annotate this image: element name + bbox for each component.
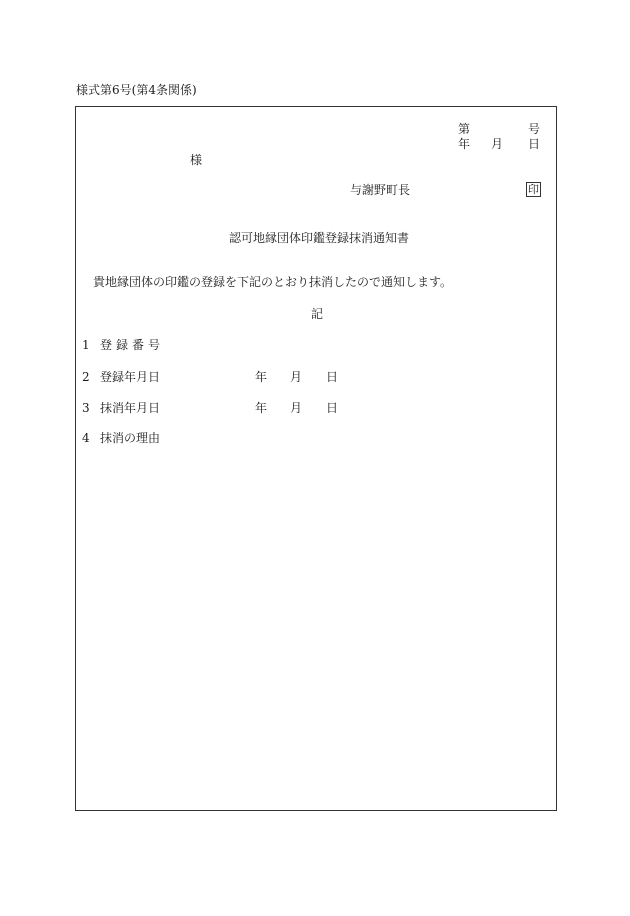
document-frame <box>75 106 557 811</box>
registration-date-day: 日 <box>326 370 339 384</box>
sender-name: 与謝野町長 <box>350 183 411 197</box>
document-number-suffix: 号 <box>528 122 541 136</box>
item-label-registration-date: 登録年月日 <box>100 370 161 384</box>
item-label-cancellation-reason: 抹消の理由 <box>100 431 161 445</box>
seal-mark: 印 <box>528 183 539 196</box>
issue-date-year: 年 <box>458 137 471 151</box>
item-number: 1 <box>82 338 90 352</box>
document-title: 認可地縁団体印鑑登録抹消通知書 <box>229 231 410 245</box>
addressee-honorific: 様 <box>190 153 203 167</box>
item-number: 4 <box>82 431 90 445</box>
item-label-cancellation-date: 抹消年月日 <box>100 401 161 415</box>
document-number-prefix: 第 <box>458 122 471 136</box>
item-number: 3 <box>82 401 90 415</box>
body-text: 貴地縁団体の印鑑の登録を下記のとおり抹消したので通知します。 <box>93 275 453 289</box>
item-label-registration-number: 登録番号 <box>100 338 165 352</box>
registration-date-year: 年 <box>255 370 268 384</box>
ki-heading: 記 <box>311 307 324 321</box>
form-number-label: 様式第6号(第4条関係) <box>76 83 197 97</box>
cancellation-date-month: 月 <box>290 401 303 415</box>
issue-date-day: 日 <box>528 137 541 151</box>
registration-date-month: 月 <box>290 370 303 384</box>
item-number: 2 <box>82 370 90 384</box>
cancellation-date-day: 日 <box>326 401 339 415</box>
cancellation-date-year: 年 <box>255 401 268 415</box>
issue-date-month: 月 <box>491 137 504 151</box>
